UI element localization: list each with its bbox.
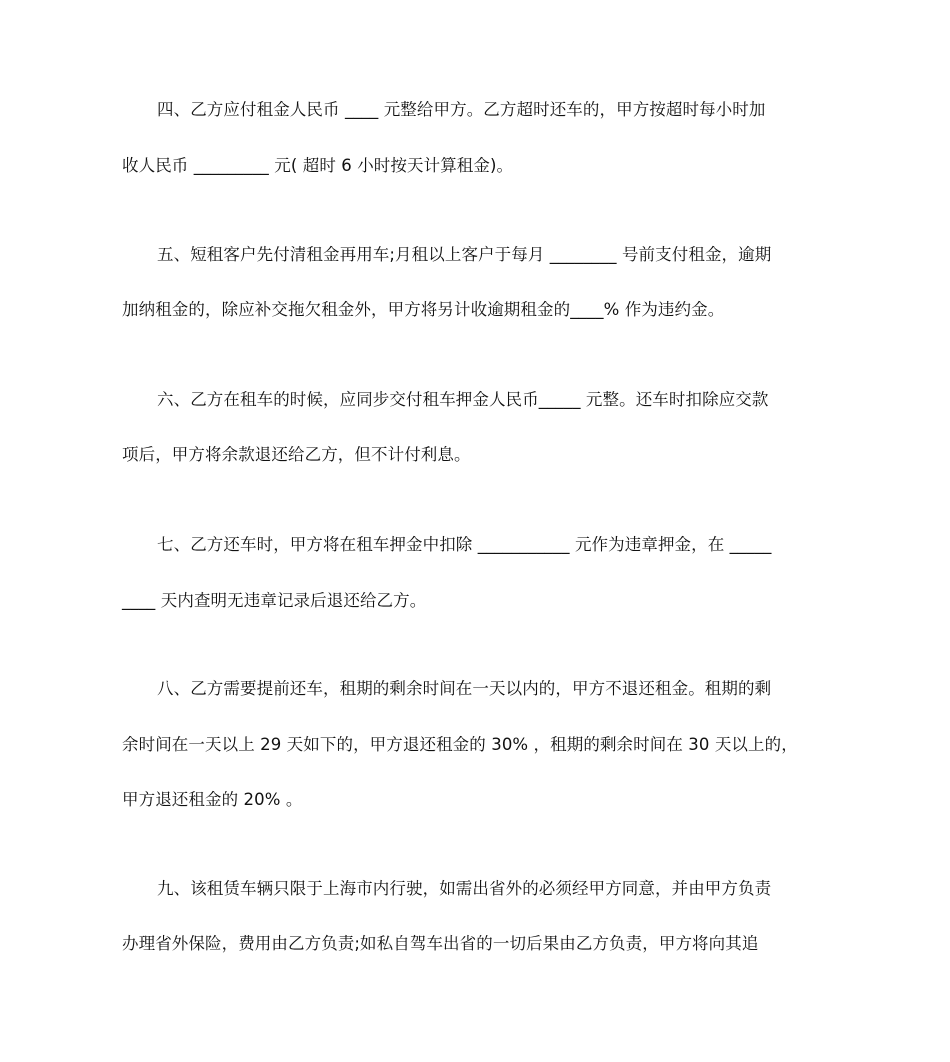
paragraph-6-line-2: 项后，甲方将余款退还给乙方，但不计付利息。 [122, 445, 471, 464]
paragraph-9-line-2: 办理省外保险，费用由乙方负责;如私自驾车出省的一切后果由乙方负责，甲方将向其追 [122, 934, 759, 953]
paragraph-5-line-1: 五、短租客户先付清租金再用车;月租以上客户于每月 ________ 号前支付租金，逾期 [157, 245, 772, 264]
paragraph-4-line-1: 四、乙方应付租金人民币 ____ 元整给甲方。乙方超时还车的，甲方按超时每小时加 [157, 100, 766, 119]
paragraph-7-line-2: ____ 天内查明无违章记录后退还给乙方。 [122, 591, 427, 610]
paragraph-6-line-1: 六、乙方在租车的时候，应同步交付租车押金人民币_____ 元整。还车时扣除应交款 [157, 390, 769, 409]
paragraph-8-line-2: 余时间在一天以上 29 天如下的，甲方退还租金的 30% ，租期的剩余时间在 30 天以上的， [122, 735, 798, 754]
paragraph-4-line-2: 收人民币 _________ 元( 超时 6 小时按天计算租金)。 [122, 156, 514, 175]
paragraph-7-line-1: 七、乙方还车时，甲方将在租车押金中扣除 ___________ 元作为违章押金，在 _____ [157, 535, 772, 554]
paragraph-8-line-1: 八、乙方需要提前还车，租期的剩余时间在一天以内的，甲方不退还租金。租期的剩 [157, 679, 772, 698]
paragraph-8-line-3: 甲方退还租金的 20% 。 [122, 790, 303, 809]
paragraph-5-line-2: 加纳租金的，除应补交拖欠租金外，甲方将另计收逾期租金的____% 作为违约金。 [122, 300, 725, 319]
paragraph-9-line-1: 九、该租赁车辆只限于上海市内行驶，如需出省外的必须经甲方同意，并由甲方负责 [157, 879, 772, 898]
